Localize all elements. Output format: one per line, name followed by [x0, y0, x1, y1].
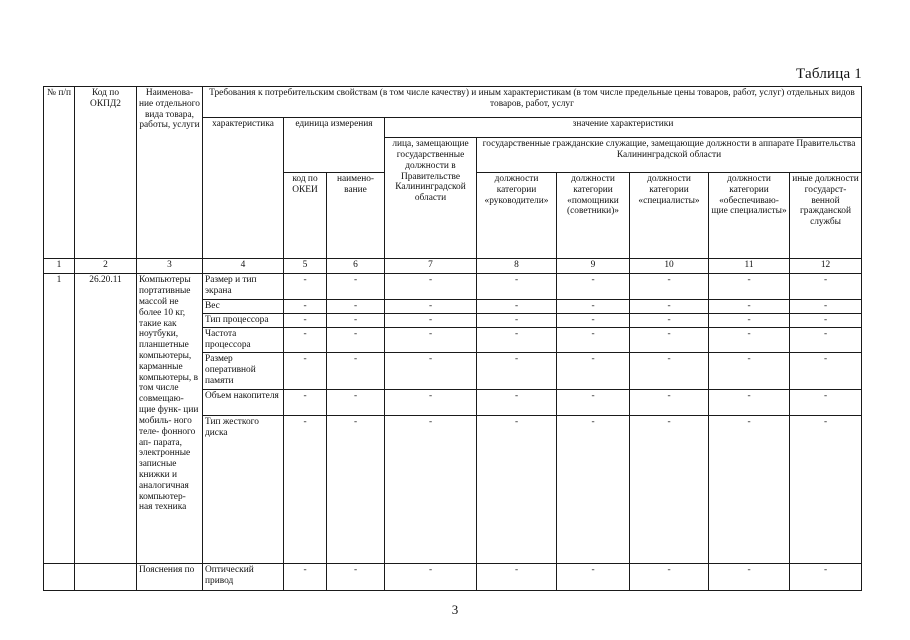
value-cell: -	[709, 274, 790, 299]
table-row	[44, 564, 862, 591]
value-cell: -	[709, 328, 790, 353]
value-cell: -	[557, 390, 630, 416]
value-cell: -	[327, 274, 385, 299]
header-cat-other: иные должности государст- венной гражданской службы	[790, 172, 862, 258]
header-requirements: Требования к потребительским свойствам (в том числе качеству) и иным характеристикам (в том числе предельные цены товаров, работ, услуг) отдельных видов товаров, работ, услуг	[203, 87, 862, 118]
column-number: 10	[630, 258, 709, 273]
row-num	[44, 564, 75, 591]
row-characteristic: Частота процессора	[203, 328, 284, 353]
header-unit: единица измерения	[284, 117, 385, 172]
value-cell: -	[477, 390, 557, 416]
value-cell: -	[477, 328, 557, 353]
header-okei-code: код по ОКЕИ	[284, 172, 327, 258]
value-cell: -	[557, 313, 630, 327]
value-cell: -	[385, 274, 477, 299]
value-cell: -	[477, 564, 557, 591]
value-cell: -	[630, 353, 709, 390]
column-number: 2	[75, 258, 137, 273]
header-characteristic: характеристика	[203, 117, 284, 258]
value-cell: -	[709, 564, 790, 591]
value-cell: -	[630, 328, 709, 353]
row-characteristic: Оптический привод	[203, 564, 284, 591]
value-cell: -	[477, 274, 557, 299]
value-cell: -	[557, 299, 630, 313]
value-cell: -	[327, 564, 385, 591]
value-cell: -	[385, 299, 477, 313]
value-cell: -	[557, 564, 630, 591]
value-cell: -	[327, 299, 385, 313]
table-row	[44, 274, 862, 299]
value-cell: -	[284, 299, 327, 313]
value-cell: -	[284, 313, 327, 327]
value-cell: -	[327, 390, 385, 416]
value-cell: -	[385, 328, 477, 353]
requirements-table	[43, 86, 862, 591]
value-cell: -	[630, 313, 709, 327]
value-cell: -	[385, 313, 477, 327]
header-name: Наименова- ние отдельного вида товара, работы, услуги	[137, 87, 203, 259]
header-civil-servants: государственные гражданские служащие, замещающие должности в аппарате Правительства Калининградской области	[477, 138, 862, 173]
value-cell: -	[557, 415, 630, 563]
value-cell: -	[284, 564, 327, 591]
page-number: 3	[451, 602, 459, 617]
row-characteristic: Размер и тип экрана	[203, 274, 284, 299]
row-characteristic: Размер оперативной памяти	[203, 353, 284, 390]
column-number: 7	[385, 258, 477, 273]
value-cell: -	[477, 353, 557, 390]
column-number: 6	[327, 258, 385, 273]
value-cell: -	[709, 313, 790, 327]
column-number-row	[44, 258, 862, 273]
value-cell: -	[630, 390, 709, 416]
row-code	[75, 564, 137, 591]
value-cell: -	[557, 353, 630, 390]
row-num: 1	[44, 274, 75, 564]
value-cell: -	[327, 353, 385, 390]
value-cell: -	[284, 274, 327, 299]
value-cell: -	[709, 353, 790, 390]
value-cell: -	[709, 390, 790, 416]
value-cell: -	[477, 415, 557, 563]
value-cell: -	[284, 415, 327, 563]
header-state-officials: лица, замещающие государственные должности в Правительстве Калининградской области	[385, 138, 477, 259]
value-cell: -	[477, 313, 557, 327]
column-number: 9	[557, 258, 630, 273]
header-code: Код по ОКПД2	[75, 87, 137, 259]
value-cell: -	[284, 328, 327, 353]
column-number: 12	[790, 258, 862, 273]
table-caption: Таблица 1	[796, 66, 862, 82]
value-cell: -	[327, 415, 385, 563]
value-cell: -	[790, 313, 862, 327]
value-cell: -	[385, 353, 477, 390]
value-cell: -	[630, 415, 709, 563]
value-cell: -	[327, 328, 385, 353]
header-cat-assistants: должности категории «помощники (советники)»	[557, 172, 630, 258]
value-cell: -	[327, 313, 385, 327]
header-value: значение характеристики	[385, 117, 862, 137]
value-cell: -	[790, 390, 862, 416]
value-cell: -	[709, 299, 790, 313]
column-number: 4	[203, 258, 284, 273]
column-number: 1	[44, 258, 75, 273]
value-cell: -	[790, 353, 862, 390]
header-row	[44, 87, 862, 118]
row-characteristic: Вес	[203, 299, 284, 313]
row-name: Пояснения по	[137, 564, 203, 591]
row-characteristic: Тип жесткого диска	[203, 415, 284, 563]
row-characteristic: Объем накопителя	[203, 390, 284, 416]
row-code: 26.20.11	[75, 274, 137, 564]
value-cell: -	[477, 299, 557, 313]
value-cell: -	[630, 299, 709, 313]
value-cell: -	[709, 415, 790, 563]
value-cell: -	[630, 274, 709, 299]
value-cell: -	[790, 274, 862, 299]
header-cat-support: должности категории «обеспечиваю- щие специалисты»	[709, 172, 790, 258]
row-characteristic: Тип процессора	[203, 313, 284, 327]
value-cell: -	[284, 353, 327, 390]
column-number: 3	[137, 258, 203, 273]
value-cell: -	[557, 328, 630, 353]
value-cell: -	[630, 564, 709, 591]
value-cell: -	[790, 299, 862, 313]
header-num: № п/п	[44, 87, 75, 259]
column-number: 8	[477, 258, 557, 273]
value-cell: -	[790, 415, 862, 563]
row-name: Компьютеры портативные массой не более 10 кг, такие как ноутбуки, планшетные компьютеры, карманные компьютеры, в том числе совмещаю- щие функ- ции мобиль- ного теле- фонного ап- парата, электронные записные книжки и аналогичная компьютер- ная техника	[137, 274, 203, 564]
value-cell: -	[385, 415, 477, 563]
header-cat-heads: должности категории «руководители»	[477, 172, 557, 258]
value-cell: -	[557, 274, 630, 299]
column-number: 5	[284, 258, 327, 273]
value-cell: -	[385, 564, 477, 591]
column-number: 11	[709, 258, 790, 273]
header-unit-name: наимено- вание	[327, 172, 385, 258]
header-cat-specialists: должности категории «специалисты»	[630, 172, 709, 258]
value-cell: -	[284, 390, 327, 416]
value-cell: -	[790, 328, 862, 353]
value-cell: -	[790, 564, 862, 591]
value-cell: -	[385, 390, 477, 416]
